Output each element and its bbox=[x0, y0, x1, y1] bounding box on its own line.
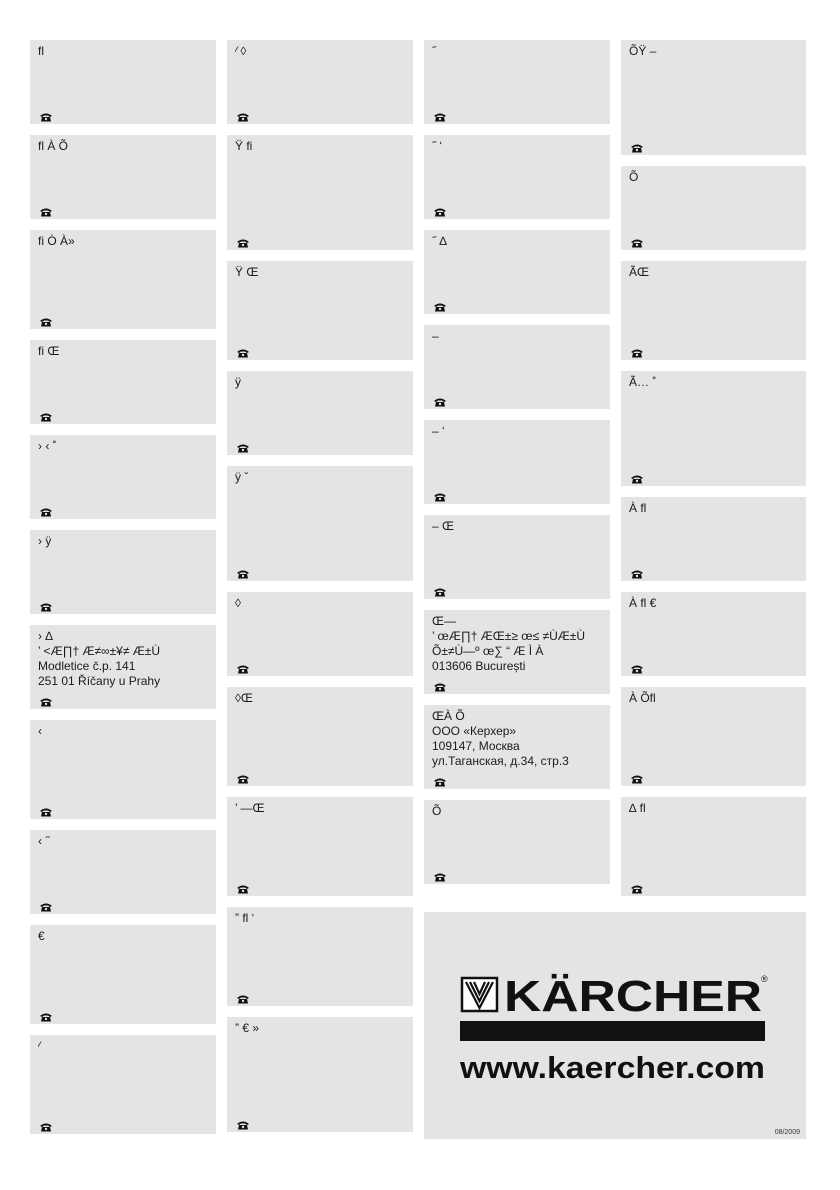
contact-box bbox=[227, 687, 413, 786]
address-line: 109147, Москва bbox=[432, 739, 520, 753]
address-line: Õ±≠Ù—º œ∑ “ Æ Ì À bbox=[432, 644, 544, 658]
phone-icon bbox=[630, 237, 644, 247]
phone-icon bbox=[433, 491, 447, 501]
phone-icon bbox=[433, 206, 447, 216]
country-heading: ⁄ ◊ bbox=[235, 44, 247, 58]
registered-mark: ® bbox=[761, 974, 768, 984]
country-heading: ◊ bbox=[235, 596, 241, 610]
phone-icon bbox=[433, 776, 447, 786]
phone-icon bbox=[236, 883, 250, 893]
contact-box bbox=[621, 371, 806, 486]
phone-icon bbox=[236, 237, 250, 247]
contact-box bbox=[424, 135, 610, 219]
contact-box bbox=[621, 797, 806, 896]
country-heading: ˝ ‘ bbox=[432, 139, 442, 153]
country-heading: ” fl ‘ bbox=[235, 911, 255, 925]
phone-icon bbox=[39, 206, 53, 216]
contact-box bbox=[227, 40, 413, 124]
phone-icon bbox=[39, 411, 53, 421]
phone-icon bbox=[433, 586, 447, 596]
country-heading: ŒÀ Õ bbox=[432, 709, 465, 723]
country-heading: € bbox=[38, 929, 45, 943]
country-heading: fl bbox=[38, 44, 44, 58]
brand-underline-bar bbox=[460, 1021, 765, 1041]
phone-icon bbox=[39, 601, 53, 611]
contact-box bbox=[621, 687, 806, 786]
country-heading: ÿ bbox=[235, 375, 241, 389]
phone-icon bbox=[630, 568, 644, 578]
print-date: 08/2009 bbox=[774, 1129, 800, 1136]
contact-box bbox=[30, 230, 216, 329]
contact-box bbox=[621, 40, 806, 155]
contact-box bbox=[227, 261, 413, 360]
contact-box bbox=[30, 720, 216, 819]
country-heading: ∆ fl bbox=[629, 801, 646, 815]
contact-box bbox=[30, 340, 216, 424]
contact-box bbox=[424, 40, 610, 124]
contact-box bbox=[227, 466, 413, 581]
country-heading: À Õfl bbox=[629, 691, 656, 705]
country-heading: ” € » bbox=[235, 1021, 260, 1035]
country-heading: ˝ bbox=[432, 44, 436, 58]
karcher-emblem-icon bbox=[462, 978, 497, 1011]
address-line: ООО «Керхер» bbox=[432, 724, 517, 738]
contact-box bbox=[30, 40, 216, 124]
phone-icon bbox=[630, 883, 644, 893]
country-heading: Ÿ Œ bbox=[235, 265, 259, 279]
website-link[interactable] bbox=[459, 1050, 765, 1085]
address-line: ’ <Æ∏† Æ≠∞±¥≠ Æ±Ù bbox=[38, 644, 161, 658]
contact-box bbox=[30, 530, 216, 614]
phone-icon bbox=[236, 568, 250, 578]
country-heading: Ã… ˚ bbox=[629, 375, 657, 389]
karcher-logo bbox=[424, 912, 806, 1139]
address-line: ул.Таганская, д.34, стр.3 bbox=[432, 754, 569, 768]
phone-icon bbox=[39, 901, 53, 911]
contact-box bbox=[621, 166, 806, 250]
contact-box bbox=[424, 800, 610, 884]
phone-icon bbox=[433, 681, 447, 691]
phone-icon bbox=[630, 663, 644, 673]
country-heading: fi Œ bbox=[38, 344, 60, 358]
phone-icon bbox=[39, 1121, 53, 1131]
country-heading: › ‹ ˚ bbox=[38, 439, 57, 453]
contact-box bbox=[621, 592, 806, 676]
phone-icon bbox=[630, 773, 644, 783]
contact-box bbox=[621, 261, 806, 360]
phone-icon bbox=[630, 347, 644, 357]
phone-icon bbox=[433, 111, 447, 121]
contact-box bbox=[227, 907, 413, 1006]
country-heading: ÃŒ bbox=[629, 265, 650, 279]
phone-icon bbox=[630, 473, 644, 483]
contact-box bbox=[30, 625, 216, 709]
address-line: Modletice č.p. 141 bbox=[38, 659, 136, 673]
brand-wordmark: KÄRCHER bbox=[504, 972, 762, 1021]
country-heading: Õ bbox=[432, 804, 442, 818]
country-heading: ÿ ˇ bbox=[235, 470, 249, 484]
phone-icon bbox=[236, 111, 250, 121]
address-line: 013606 București bbox=[432, 659, 526, 673]
phone-icon bbox=[433, 871, 447, 881]
address-line: 251 01 Říčany u Prahy bbox=[38, 674, 161, 688]
contact-box bbox=[30, 830, 216, 914]
brand-panel bbox=[424, 912, 806, 1139]
contact-box bbox=[424, 515, 610, 599]
address-line: ’ œÆ∏† ÆŒ±≥ œ≤ ≠ÙÆ±Ù bbox=[432, 629, 586, 643]
phone-icon bbox=[39, 111, 53, 121]
country-heading: Õ bbox=[629, 170, 639, 184]
contact-box bbox=[227, 1017, 413, 1132]
phone-icon bbox=[236, 993, 250, 1003]
phone-icon bbox=[236, 663, 250, 673]
phone-icon bbox=[39, 806, 53, 816]
website-url[interactable]: www.kaercher.com bbox=[458, 1050, 765, 1085]
country-heading: ‹ ˝ bbox=[38, 834, 50, 848]
contact-box bbox=[424, 325, 610, 409]
contact-box bbox=[227, 371, 413, 455]
phone-icon bbox=[39, 696, 53, 706]
country-heading: – Œ bbox=[432, 519, 455, 533]
country-heading: – ‘ bbox=[432, 424, 445, 438]
country-heading: Œ— bbox=[432, 614, 456, 628]
phone-icon bbox=[39, 316, 53, 326]
country-heading: À fl bbox=[629, 501, 647, 515]
contact-box bbox=[227, 135, 413, 250]
contact-box bbox=[621, 497, 806, 581]
phone-icon bbox=[39, 506, 53, 516]
phone-icon bbox=[236, 347, 250, 357]
contact-box bbox=[227, 797, 413, 896]
phone-icon bbox=[433, 396, 447, 406]
country-heading: ÕŸ – bbox=[629, 44, 657, 58]
contact-box bbox=[424, 420, 610, 504]
contact-box bbox=[30, 435, 216, 519]
country-heading: ⁄ bbox=[38, 1039, 41, 1053]
contact-box bbox=[424, 230, 610, 314]
phone-icon bbox=[39, 1011, 53, 1021]
phone-icon bbox=[236, 773, 250, 783]
phone-icon bbox=[236, 1119, 250, 1129]
country-heading: ‹ bbox=[38, 724, 42, 738]
country-heading: › ÿ bbox=[38, 534, 52, 548]
phone-icon bbox=[236, 442, 250, 452]
country-heading: Ÿ fi bbox=[235, 139, 253, 153]
country-heading: ’ —Œ bbox=[235, 801, 265, 815]
contact-box bbox=[227, 592, 413, 676]
country-heading: ˝ ∆ bbox=[432, 234, 447, 248]
contact-box bbox=[30, 135, 216, 219]
contact-box bbox=[30, 1035, 216, 1134]
contact-box bbox=[30, 925, 216, 1024]
contact-box bbox=[424, 610, 610, 694]
country-heading: ◊Œ bbox=[235, 691, 253, 705]
country-heading: À fl € bbox=[629, 596, 657, 610]
phone-icon bbox=[630, 142, 644, 152]
contact-box bbox=[424, 705, 610, 789]
country-heading: fl À Õ bbox=[38, 139, 69, 153]
country-heading: fi Ò À» bbox=[38, 234, 75, 248]
country-heading: – bbox=[432, 329, 439, 343]
phone-icon bbox=[433, 301, 447, 311]
country-heading: › ∆ bbox=[38, 629, 53, 643]
